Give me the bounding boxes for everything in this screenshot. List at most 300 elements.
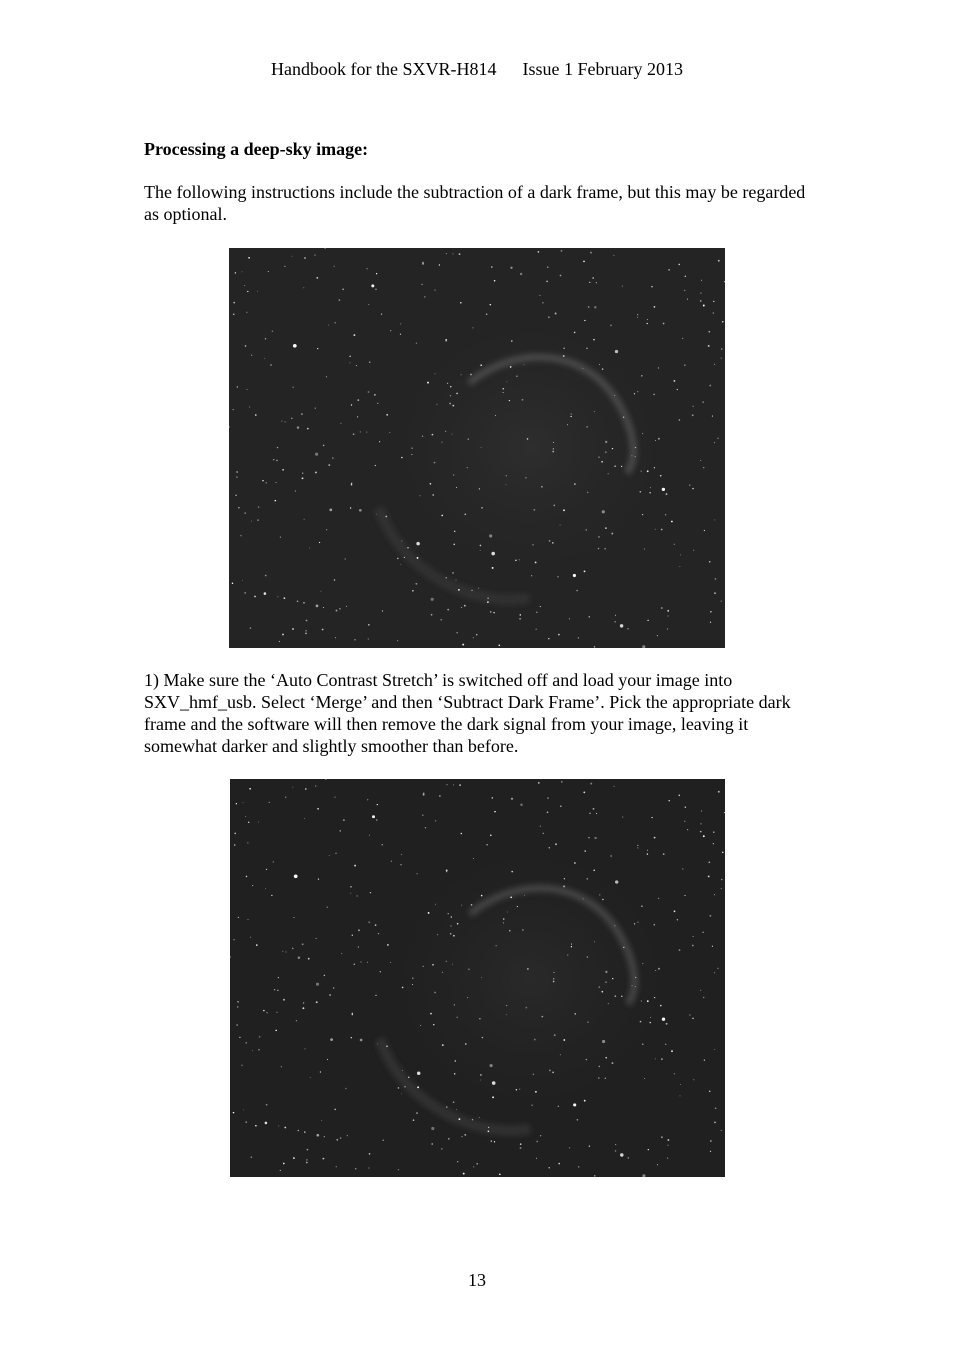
star [360,961,361,962]
star [674,1073,675,1074]
star [588,837,589,838]
star [416,873,417,874]
star [612,448,613,449]
star [302,477,304,479]
star [322,1158,324,1160]
star [492,1081,496,1085]
star [635,986,636,987]
star [644,1078,645,1079]
star [459,253,461,255]
star [262,480,263,481]
star [647,850,648,851]
star [627,628,629,630]
star [486,844,487,845]
star [376,514,377,515]
star [316,277,318,279]
star [584,1100,586,1102]
star [329,855,330,856]
star [275,500,277,502]
star [417,557,419,559]
star [360,431,361,432]
star [464,605,466,607]
star [637,845,638,846]
star [315,786,316,787]
star [431,1143,433,1145]
star [567,954,568,955]
star [263,1010,264,1011]
star [291,256,292,257]
star [710,1140,711,1141]
star [316,1001,318,1003]
star [650,1022,651,1023]
star [704,1059,705,1060]
star [715,578,717,580]
star [457,1161,458,1162]
star [708,331,710,333]
star [461,905,462,906]
star [450,933,452,935]
star [400,864,401,865]
star [709,1091,711,1093]
star [488,1127,489,1128]
star [355,1168,356,1169]
star [671,521,673,523]
star [714,1122,716,1124]
star [368,639,369,640]
star [535,561,537,563]
star [239,1037,240,1038]
star [586,426,588,428]
star [492,1096,494,1098]
star [274,989,275,990]
star [677,919,678,920]
star [453,784,454,785]
star [554,972,555,973]
star [527,968,529,970]
star [328,324,329,325]
star [667,615,668,616]
star [578,637,579,638]
star [569,618,570,619]
star [350,507,351,508]
star [441,1148,443,1150]
star [284,1127,286,1129]
star [398,1169,399,1170]
star [234,833,236,835]
star [641,905,643,907]
star [685,807,686,808]
star [560,1054,561,1055]
star [614,925,615,926]
star [375,288,377,290]
star [511,340,513,342]
star [329,509,332,512]
star [657,1164,658,1165]
star [367,799,368,800]
star [257,291,258,292]
star [571,944,572,945]
star [434,992,436,994]
star [235,272,236,273]
issue-date: Issue 1 February 2013 [522,59,683,79]
star [598,1077,600,1079]
star [490,835,492,837]
star [446,871,447,872]
star [564,878,565,879]
star [368,1168,369,1169]
star [599,364,600,365]
star [293,917,294,918]
star [450,395,451,396]
star [667,628,668,629]
star [509,930,510,931]
star [541,1016,543,1018]
star [431,614,433,616]
star [439,795,440,796]
star [486,313,487,314]
star [276,460,277,461]
star [549,1167,550,1168]
star [532,1105,533,1106]
star [306,620,308,622]
star [302,943,304,945]
star [462,644,464,646]
star [269,802,270,803]
star [278,1125,279,1126]
star [594,941,595,942]
star [249,406,250,407]
star [622,286,623,287]
star [335,853,337,855]
star [292,628,294,630]
star [279,641,280,642]
star [420,495,421,496]
star [445,339,447,341]
star [412,977,414,979]
star [381,313,382,314]
star [243,1109,244,1110]
star [322,629,324,631]
star [594,1175,595,1176]
star [316,983,319,986]
star [710,611,711,612]
star [334,266,335,267]
star [316,938,317,939]
star [655,970,656,971]
star [602,1040,605,1043]
star [368,304,369,305]
star [346,606,347,607]
star [654,837,656,839]
star [439,264,440,265]
star [605,527,607,529]
star [446,869,448,871]
star [693,406,694,407]
star [382,610,383,611]
star [281,1066,282,1067]
star [233,302,235,304]
star [721,601,722,602]
star [432,964,434,966]
star [553,505,555,507]
star [242,580,243,581]
star [661,1136,663,1138]
star [351,404,352,405]
star [302,1007,304,1009]
star [602,510,605,513]
star [446,961,447,962]
star [285,797,286,798]
star [495,415,496,416]
star [506,381,507,382]
star [460,302,462,304]
star [302,472,303,473]
star [416,1112,418,1114]
star [344,558,346,560]
star [318,878,319,879]
star [391,861,392,862]
star [327,907,328,908]
star [535,1091,537,1093]
star [293,344,297,348]
star [598,1066,600,1068]
star [452,405,454,407]
star [265,1122,268,1125]
star [334,322,336,324]
star [241,1064,243,1066]
star [536,611,538,613]
star [680,1084,681,1085]
star [352,1013,353,1014]
star [317,808,319,810]
star [542,302,544,304]
star [458,589,460,591]
star [452,572,454,574]
star [714,1049,715,1050]
star [602,368,603,369]
star [533,509,535,511]
star [340,423,341,424]
star [554,1034,556,1036]
star [642,514,643,515]
star [417,1071,421,1075]
star [604,548,605,549]
star [491,266,493,268]
star [450,925,451,926]
star [238,507,239,508]
star [451,916,452,917]
star [709,561,711,563]
star [250,937,251,938]
star [305,788,307,790]
star [516,376,517,377]
star [390,962,391,963]
star [323,445,325,447]
star [236,803,237,804]
star [400,323,401,324]
star [587,956,589,958]
star [585,529,587,531]
star [678,264,680,266]
star [668,269,669,270]
star [583,791,585,793]
star [422,815,423,816]
star [266,1012,268,1014]
star [479,488,480,489]
star [721,348,723,350]
star [553,981,555,983]
star [540,606,541,607]
star [412,984,413,985]
star [577,1119,579,1121]
star [553,978,554,979]
star [282,634,284,636]
star [510,267,512,269]
star [350,893,351,894]
star [353,334,355,336]
star [306,1159,308,1161]
star [242,802,243,803]
star [353,433,355,435]
star [499,1173,501,1175]
star [717,968,719,970]
star [343,819,345,821]
star [703,835,705,837]
star [569,1147,570,1148]
star [560,805,562,807]
star [283,999,285,1001]
star [349,362,350,363]
star [453,474,454,475]
star [256,944,258,946]
star [658,898,659,899]
star [453,253,454,254]
star [638,922,639,923]
star [605,441,607,443]
star [641,375,643,377]
star [584,570,586,572]
star [292,948,294,950]
star [543,833,545,835]
star [251,521,252,522]
star [647,620,648,621]
star [282,469,284,471]
star [233,313,235,315]
star [658,438,660,440]
star [237,1006,238,1007]
star [489,534,492,537]
star [271,895,272,896]
star [621,466,622,467]
star [433,494,434,495]
star [431,1127,434,1130]
star [264,358,265,359]
star [538,251,540,253]
star [233,1112,235,1114]
star [366,432,367,433]
star [479,1018,480,1019]
page-header [0,57,954,81]
star [482,1037,484,1039]
star [316,605,319,608]
star [503,922,504,923]
star [539,295,540,296]
star [324,975,326,977]
star [245,1121,247,1123]
star [351,483,352,484]
star [293,387,294,388]
star [654,467,655,468]
star [647,323,648,324]
star [404,557,405,558]
star [248,257,250,259]
star [321,1120,322,1121]
star [276,482,277,483]
star [467,997,468,998]
star [494,811,496,813]
star [700,300,702,302]
star [422,966,423,967]
star [250,627,251,628]
star [582,368,583,369]
star [235,495,237,497]
star [665,1044,666,1045]
star [480,1080,481,1081]
star [454,531,455,532]
star [601,461,603,463]
star [316,1134,319,1137]
dark-subtracted-image [230,779,725,1177]
star [304,1131,305,1132]
star [651,286,652,287]
star [304,519,305,520]
star [590,252,592,254]
star [435,904,436,905]
star [709,385,711,387]
star [682,338,683,339]
star [305,630,307,632]
star [454,1004,455,1005]
star [674,544,675,545]
star [700,460,701,461]
star [411,447,413,449]
star [422,436,423,437]
star [244,512,246,514]
star [538,782,540,784]
star [692,488,693,489]
star [596,813,597,814]
star [660,475,662,477]
star [461,374,462,375]
star [377,403,378,404]
star [347,1135,348,1136]
star [358,929,360,931]
star [622,816,623,817]
star [298,956,300,958]
star [650,1017,651,1018]
star [402,987,404,989]
star [553,448,554,449]
star [357,399,359,401]
star [594,646,595,647]
star [434,289,435,290]
star [305,633,307,635]
star [280,537,281,538]
star [685,276,686,277]
star [244,285,245,286]
star [328,464,330,466]
star [458,1118,460,1120]
